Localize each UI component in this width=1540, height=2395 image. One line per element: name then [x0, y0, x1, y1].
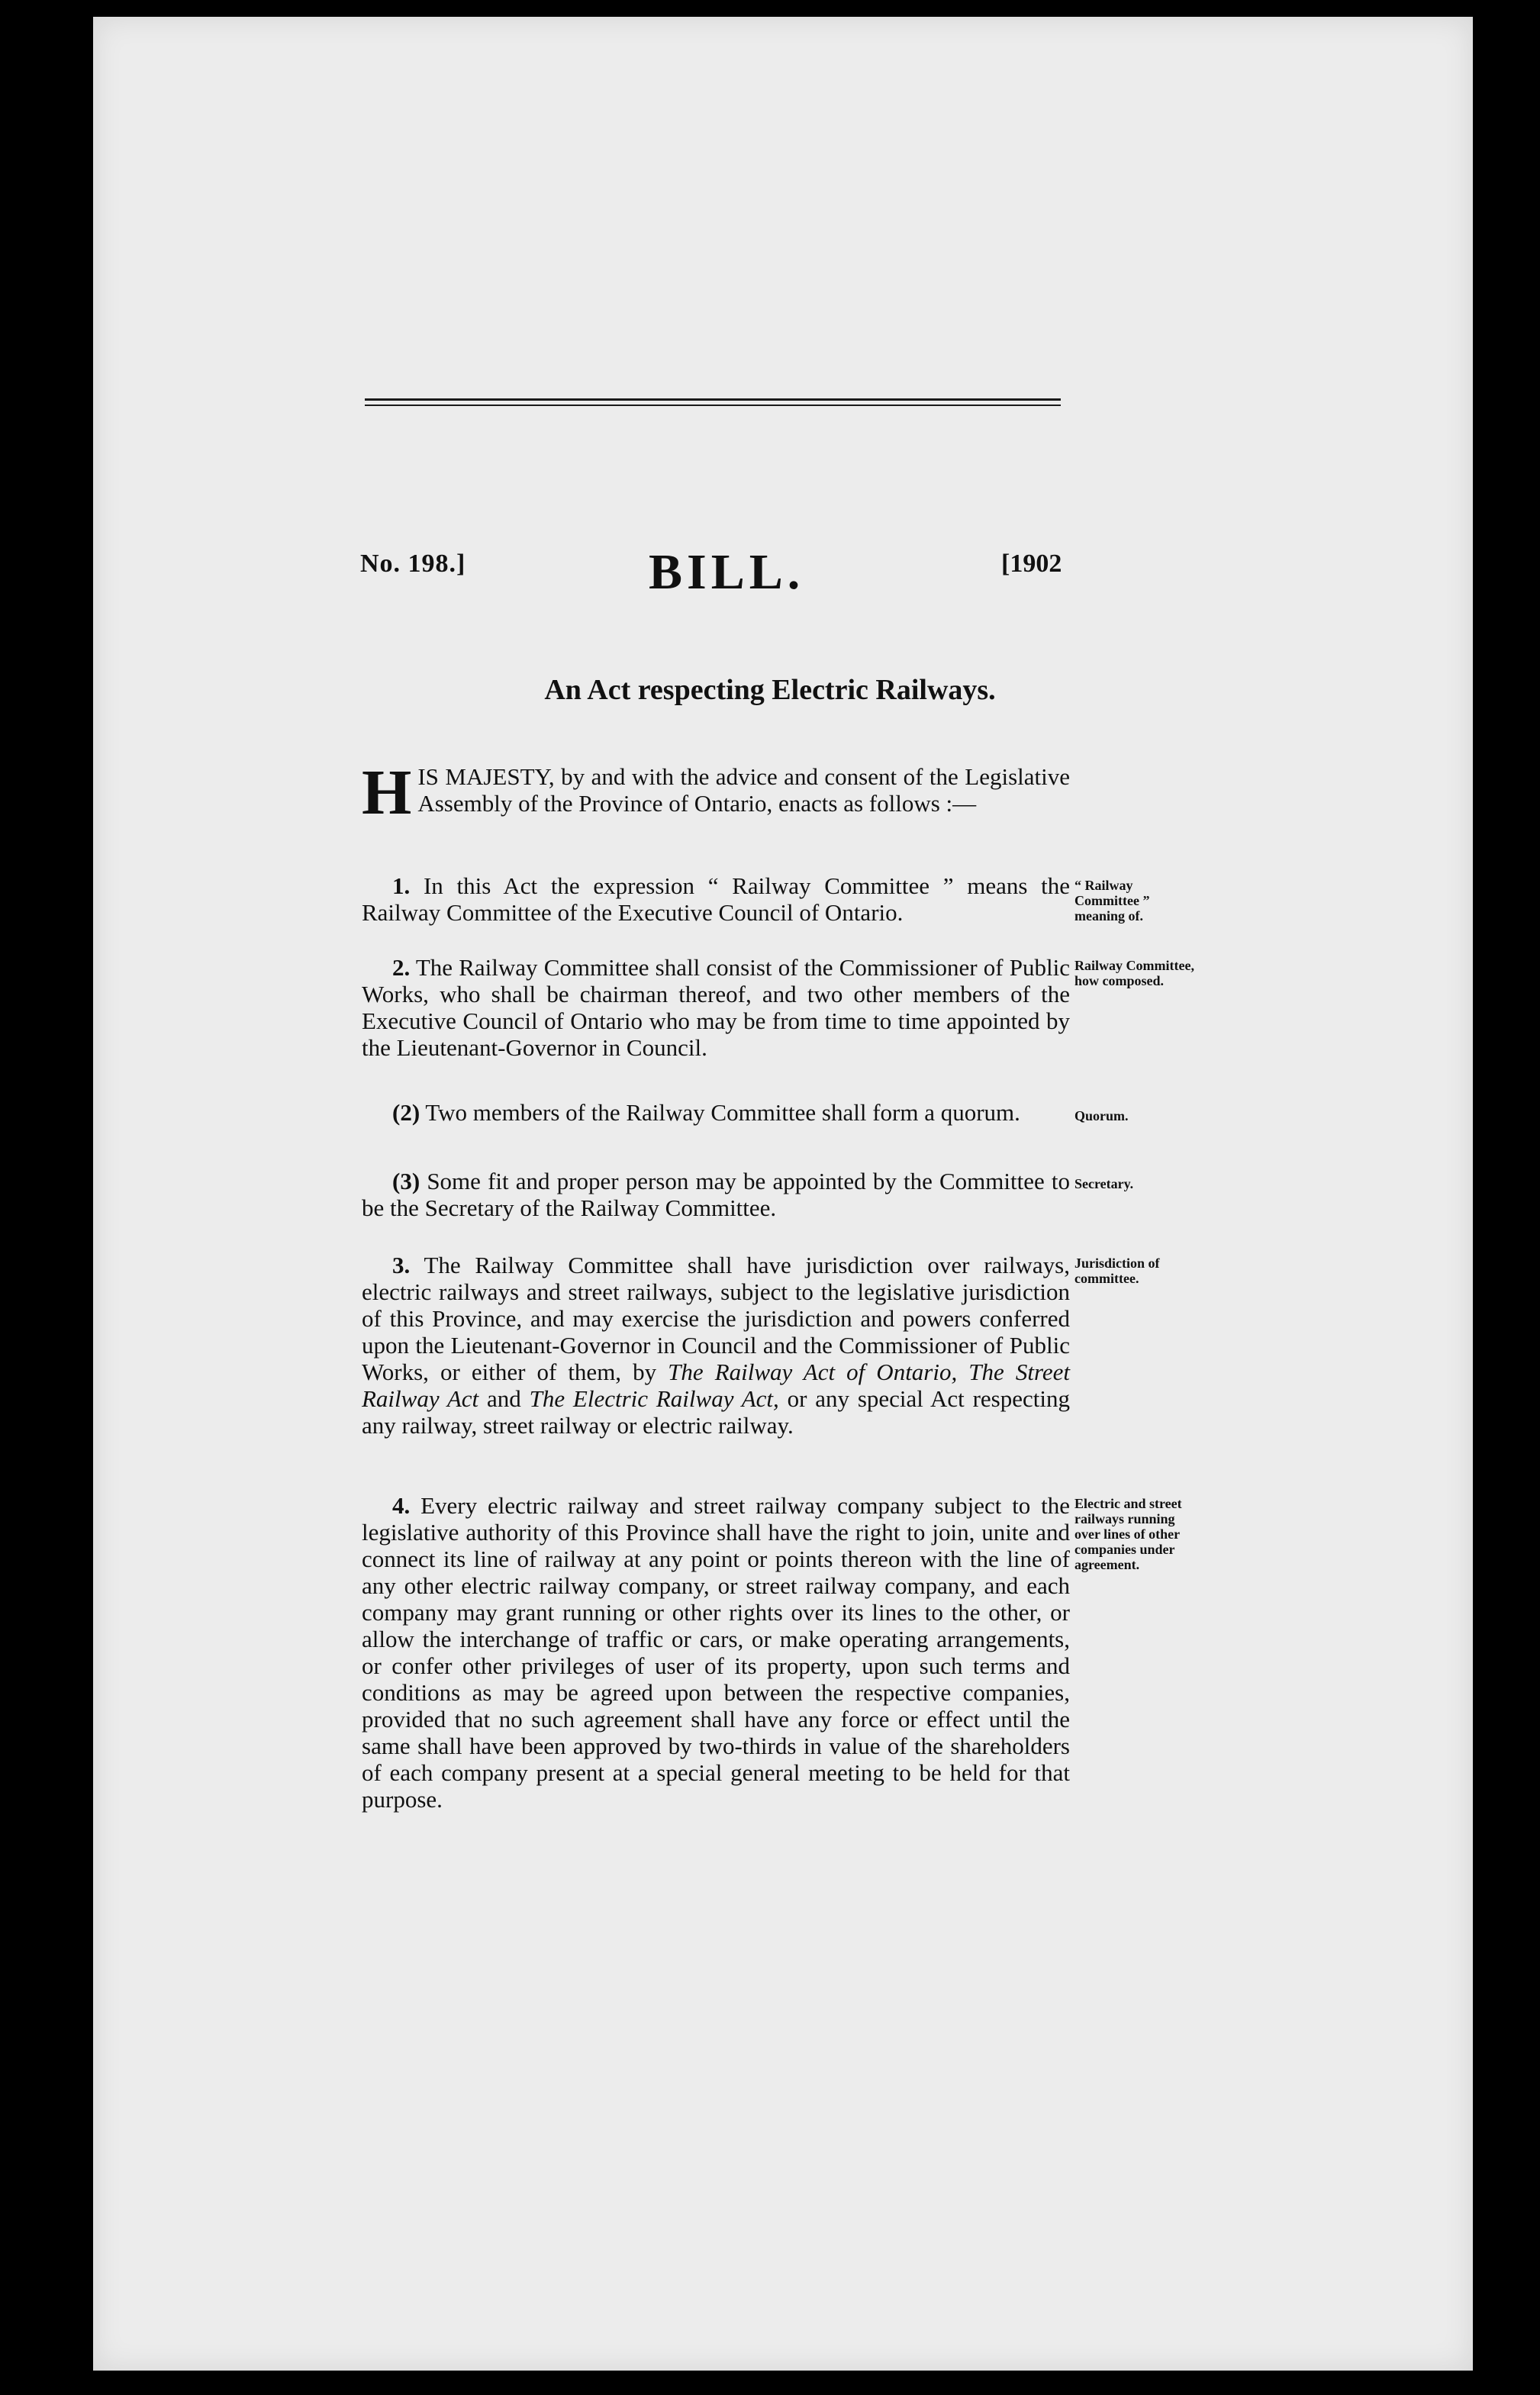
- section-2-3: [362, 1168, 1070, 1221]
- margin-note: Electric and street railways running over lines of other companies under agreement.: [1074, 1496, 1182, 1572]
- section-number: 2.: [392, 954, 411, 981]
- act-reference: The Railway Act of Ontario, The Street Railway Act: [362, 1359, 1070, 1412]
- section-number: (3): [392, 1168, 420, 1194]
- margin-note: Secretary.: [1074, 1176, 1134, 1191]
- section-4: [362, 1492, 1070, 1813]
- preamble-text: IS MAJESTY, by and with the advice and consent of the Legislative Assembly of the Province of Ontario, enacts as follows :—: [417, 763, 1070, 817]
- act-title: An Act respecting Electric Railways.: [544, 674, 996, 706]
- section-text: The Railway Committee shall consist of the Commissioner of Public Works, who shall be chairman thereof, and two other members of the Executive Council of Ontario who may be from time to time appointed by the Lieutenant-Governor in Council.: [362, 954, 1070, 1061]
- bill-year: [1902: [1001, 550, 1062, 578]
- section-text: Every electric railway and street railway company subject to the legislative authority of this Province shall have the right to join, unite and connect its line of railway at any point or points thereon with the line of any other electric railway company, or street railway company, and each company may grant running or other rights over its lines to the other, or allow the interchange of traffic or cars, or make operating arrangements, or confer other privileges of user of its property, upon such terms and conditions as may be agreed upon between the respective companies, provided that no such agreement shall have any force or effect until the same shall have been approved by two-thirds in value of the shareholders of each company present at a special general meeting to be held for that purpose.: [362, 1492, 1071, 1813]
- section-number: 4.: [392, 1492, 411, 1519]
- section-text: The Railway Committee shall have jurisdiction over railways, electric railways and street railways, subject to the legislative jurisdiction of this Province, and may exercise the jurisdiction and powers conferred upon the Lieutenant-Governor in Council and the Commissioner of Public Works, or either of them, by: [362, 1252, 1070, 1385]
- margin-note: Jurisdiction of committee.: [1074, 1256, 1160, 1286]
- section-text: In this Act the expression “ Railway Committee ” means the Railway Committee of the Executive Council of Ontario.: [362, 872, 1070, 926]
- section-text: and: [478, 1385, 530, 1412]
- section-number: 1.: [392, 872, 411, 899]
- section-2-2: [362, 1099, 1070, 1126]
- margin-note: Quorum.: [1074, 1108, 1129, 1123]
- section-text: Two members of the Railway Committee shall form a quorum.: [425, 1099, 1020, 1126]
- section-text: or any special Act respecting any railway, street railway or electric railway.: [362, 1385, 1070, 1439]
- section-1: [362, 872, 1070, 926]
- section-number: 3.: [392, 1252, 411, 1278]
- margin-note: Railway Committee, how composed.: [1074, 958, 1194, 988]
- bill-title: BILL.: [649, 544, 805, 600]
- bill-number: No. 198.]: [360, 550, 466, 578]
- top-rule: [365, 398, 1061, 401]
- dropcap: H: [362, 757, 412, 828]
- top-rule-secondary: [365, 405, 1061, 406]
- margin-note: “ Railway Committee ” meaning of.: [1074, 878, 1150, 924]
- section-text: Some fit and proper person may be appointed by the Committee to be the Secretary of the Railway Committee.: [362, 1168, 1071, 1221]
- section-number: (2): [392, 1099, 420, 1126]
- section-2: [362, 954, 1070, 1061]
- act-reference: The Electric Railway Act,: [529, 1385, 779, 1412]
- section-3: [362, 1252, 1070, 1439]
- preamble: [362, 757, 1070, 828]
